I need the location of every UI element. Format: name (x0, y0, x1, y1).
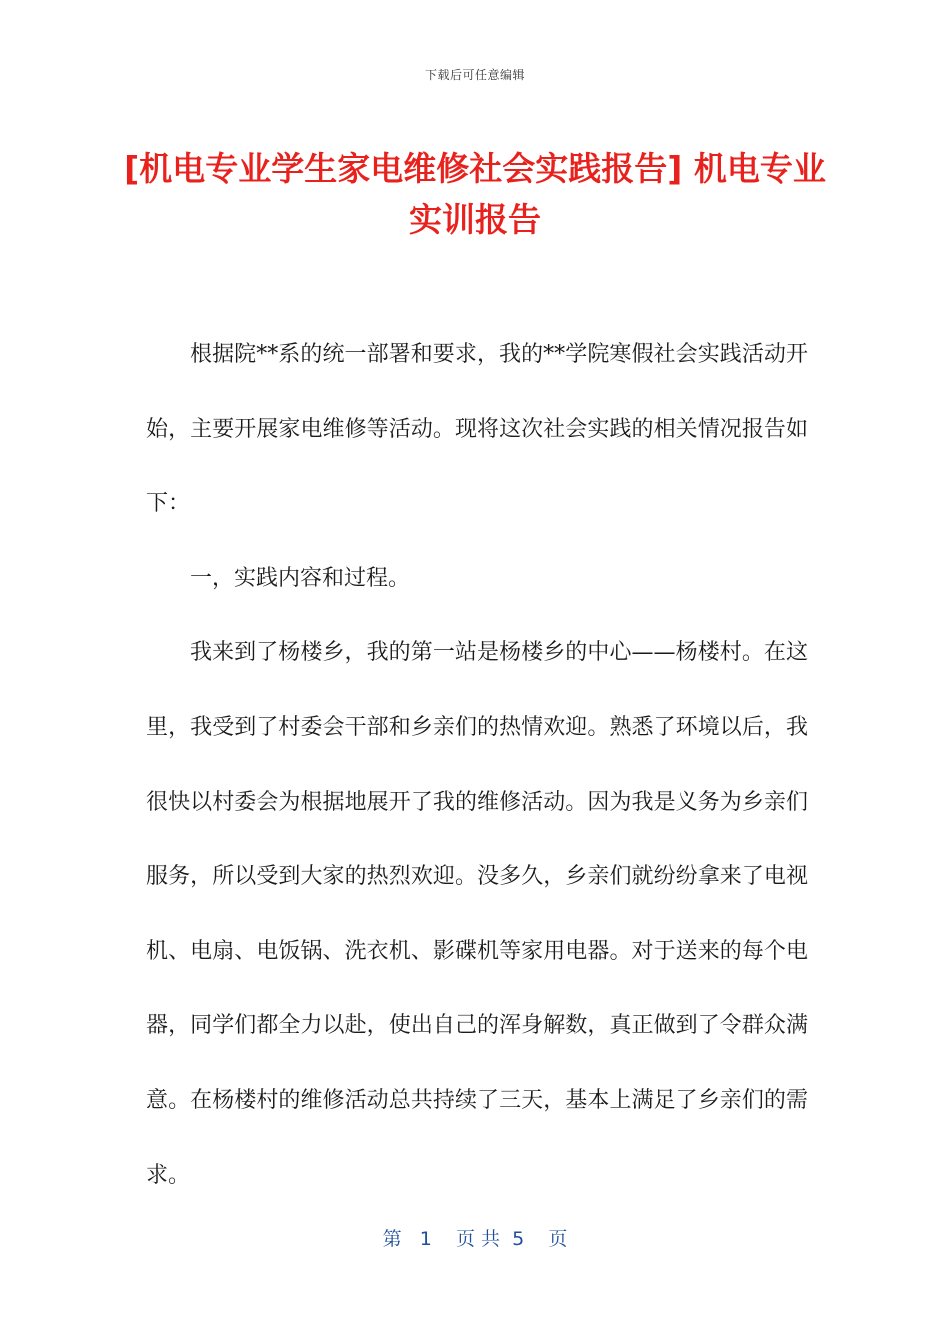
paragraph-intro: 根据院**系的统一部署和要求，我的**学院寒假社会实践活动开始，主要开展家电维修等活动。现将这次社会实践的相关情况报告如下： (146, 342, 808, 517)
header-note: 下载后可任意编辑 (424, 68, 525, 82)
paragraph-section-heading: 一，实践内容和过程。 (190, 565, 411, 591)
paragraph-main: 我来到了杨楼乡，我的第一站是杨楼乡的中心——杨楼村。在这里，我受到了村委会干部和乡亲们的热情欢迎。熟悉了环境以后，我很快以村委会为根据地展开了我的维修活动。因为我是义务为乡亲们服务，所以受到大家的热烈欢迎。没多久，乡亲们就纷纷拿来了电视机、电扇、电饭锅、洗衣机、影碟机等家用电器。对于送来的每个电器，同学们都全力以赴，使出自己的浑身解数，真正做到了令群众满意。在杨楼村的维修活动总共持续了三天，基本上满足了乡亲们的需求。 (146, 640, 808, 1188)
document-title: [机电专业学生家电维修社会实践报告] 机电专业实训报告 (124, 149, 826, 239)
page-number-footer: 第 1 页 共 5 页 (382, 1228, 568, 1250)
document-body (146, 318, 808, 1213)
